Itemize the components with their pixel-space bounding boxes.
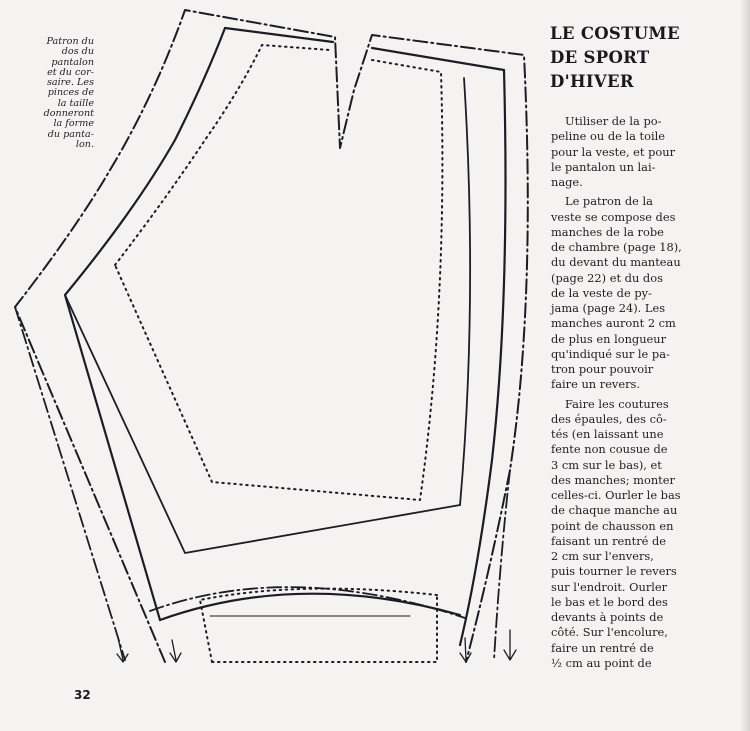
pattern-seam-line	[65, 28, 333, 620]
text-line: de chambre (page 18),	[551, 240, 682, 254]
text-line: du devant du manteau	[551, 255, 681, 270]
text-line: ½ cm au point de	[551, 655, 652, 670]
pattern-side-cut-line	[15, 307, 125, 660]
text-line: faire un rentré de	[551, 640, 654, 655]
caption-line: lon.	[75, 138, 94, 150]
text-line: Utiliser de la po-	[565, 114, 662, 128]
text-line: devants à points de	[551, 610, 664, 624]
section-title	[550, 22, 700, 94]
text-line: Faire les coutures	[565, 396, 669, 411]
caption-line: la forme	[53, 118, 94, 130]
text-line: faire un revers.	[551, 377, 641, 392]
figure-caption	[30, 37, 94, 150]
text-line: des manches; monter	[551, 472, 675, 487]
text-line: manches auront 2 cm	[551, 316, 676, 331]
caption-line: du panta-	[47, 128, 94, 140]
text-line: peline ou de la toile	[551, 129, 666, 144]
text-line: le pantalon un lai-	[551, 159, 656, 174]
text-line: Le patron de la	[565, 194, 653, 209]
text-line: le bas et le bord des	[551, 594, 668, 609]
text-line: (page 22) et du dos	[551, 270, 663, 285]
text-line: qu'indiqué sur le pa-	[551, 346, 670, 361]
paragraph	[551, 114, 698, 190]
text-line: nage.	[551, 175, 583, 189]
caption-line: pinces de	[47, 87, 94, 99]
pattern-dotted-outline	[115, 45, 330, 265]
text-line: fente non cousue de	[551, 442, 668, 457]
title-line: D'HIVER	[550, 72, 634, 91]
paragraph	[551, 194, 698, 392]
text-line: des épaules, des cô-	[551, 411, 667, 426]
text-line: côté. Sur l'encolure,	[551, 625, 668, 640]
caption-line: donneront	[43, 108, 94, 120]
caption-line: Patron du	[46, 36, 94, 47]
pattern-inseam-cut-line	[494, 470, 510, 660]
text-line: manches de la robe	[551, 224, 664, 239]
text-line: jama (page 24). Les	[551, 301, 666, 315]
text-line: sur l'endroit. Ourler	[551, 579, 668, 594]
text-line: puis tourner le revers	[551, 564, 677, 579]
text-line: celles-ci. Ourler le bas	[551, 488, 681, 502]
caption-line: pantalon	[51, 56, 94, 68]
grain-arrow-icon	[170, 640, 181, 662]
paragraph	[551, 397, 698, 672]
title-line: LE COSTUME	[550, 24, 680, 43]
text-line: de plus en longueur	[551, 331, 667, 346]
title-line: DE SPORT	[550, 48, 650, 67]
caption-line: et du cor-	[47, 66, 94, 78]
text-line: point de chausson en	[551, 518, 674, 533]
caption-line: dos du	[61, 46, 94, 58]
pattern-dotted-outline	[115, 60, 442, 500]
text-line: 3 cm sur le bas), et	[551, 457, 662, 472]
text-line: tron pour pouvoir	[551, 362, 654, 376]
book-spine-shadow	[740, 0, 750, 731]
pattern-inner-seam-line	[65, 295, 460, 553]
text-line: veste se compose des	[551, 209, 676, 224]
pattern-hem-cut-line	[150, 587, 465, 618]
text-line: pour la veste, et pour	[551, 144, 676, 159]
text-line: de chaque manche au	[551, 503, 678, 518]
text-line: 2 cm sur l'envers,	[551, 549, 654, 563]
text-line: faisant un rentré de	[551, 533, 667, 548]
article-body	[551, 114, 698, 671]
grain-arrow-icon	[504, 630, 516, 660]
pattern-seam-line	[372, 48, 506, 645]
caption-line: la taille	[57, 97, 94, 109]
page-number: 32	[74, 688, 91, 702]
caption-line: saire. Les	[46, 77, 94, 89]
pattern-inner-seam-line	[460, 78, 470, 505]
text-line: de la veste de py-	[551, 285, 652, 300]
text-line: tés (en laissant une	[551, 427, 664, 441]
